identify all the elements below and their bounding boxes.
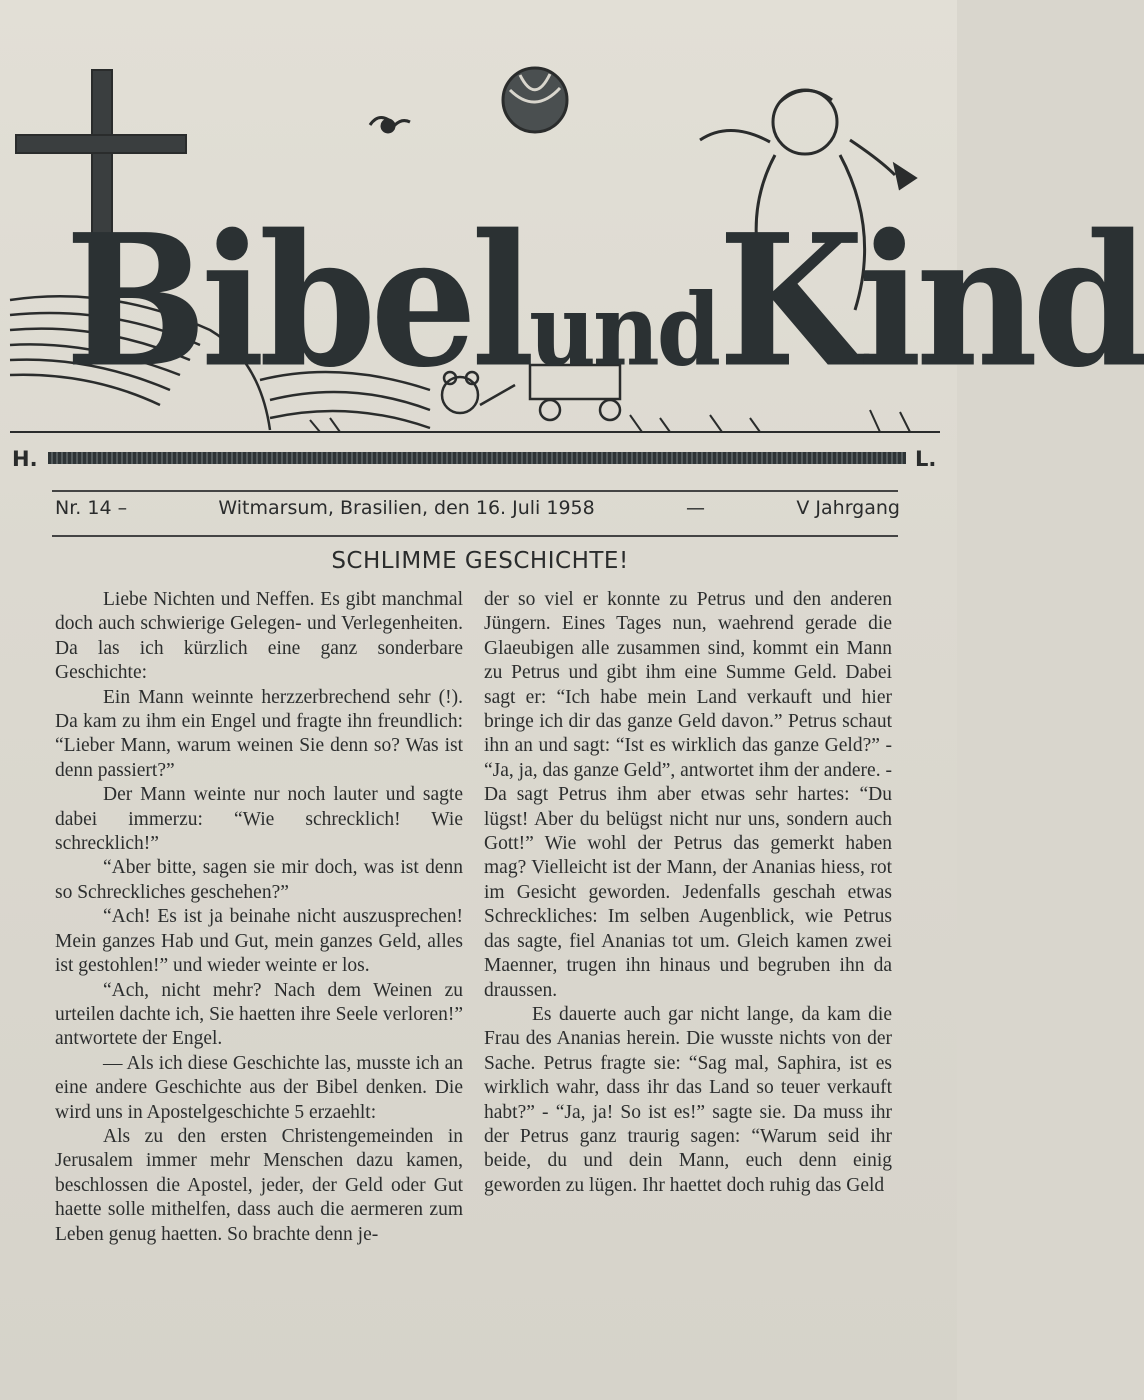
paragraph: “Aber bitte, sagen sie mir doch, was ist denn so Schreckliches geschehen?” <box>55 857 463 903</box>
paragraph: Es dauerte auch gar nicht lange, da kam die Frau des Ananias herein. Die wusste nichts von der Sache. Petrus fragte sie: “Sag mal, Saphira, ist es wirklich wahr, dass ihr das Land so teuer verkauft habt?” - “Ja, ja! So ist es!” sagte sie. Da muss ihr der Petrus ganz traurig sagen: “Warum seid ihr beide, du und dein Mann, euch denn einig geworden zu lügen. Ihr haettet doch ruhig das Geld <box>484 1003 892 1196</box>
issue-number: Nr. 14 – <box>55 497 128 519</box>
paragraph: Liebe Nichten und Neffen. Es gibt manchmal doch auch schwierige Gelegen- und Verlegenheiten. Da las ich kürzlich eine ganz sonderbare Geschichte: <box>55 589 463 684</box>
issue-rule-bottom <box>52 535 898 537</box>
masthead-title-part2: und <box>529 271 719 389</box>
issue-year: V Jahrgang <box>796 497 900 519</box>
paragraph: “Ach, nicht mehr? Nach dem Weinen zu urteilen dachte ich, Sie haetten ihre Seele verloren!” antwortete der Engel. <box>55 979 463 1050</box>
paragraph: der so viel er konnte zu Petrus und den anderen Jüngern. Eines Tages nun, waehrend gerade die Glaeubigen alle zusammen sind, kommt ein Mann zu Petrus und gibt ihm eine Summe Geld. Dabei sagt er: “Ich habe mein Land verkauft und hier bringe ich dir das ganze Geld davon.” Petrus schaut ihn an und sagt: “Ist es wirklich das ganze Geld?” - “Ja, ja, das ganze Geld”, antwortet ihm der andere. - Da sagt Petrus ihm aber etwas sehr hartes: “Du lügst! Aber du belügst nicht nur uns, sondern auch Gott!” Wie wohl der Petrus das gemerkt haben mag? Vielleicht ist der Mann, der Ananias hiess, rot im Gesicht geworden. Jedenfalls geschah etwas Schreckliches: Im selben Augenblick, wie Petrus das sagte, fiel Ananias tot um. Gleich kamen zwei Maenner, trugen ihn hinaus und begruben ihn da draussen. <box>484 589 892 1001</box>
ball-icon <box>503 68 567 132</box>
paragraph: — Als ich diese Geschichte las, musste ich an eine andere Geschichte aus der Bibel denken. Die wird uns in Apostelgeschichte 5 erzaehlt: <box>55 1052 463 1123</box>
issue-rule-top <box>52 490 898 492</box>
masthead-rule <box>48 452 906 464</box>
paragraph: Als zu den ersten Christengemeinden in Jerusalem immer mehr Menschen dazu kamen, beschlossen die Apostel, jeder, der Geld oder Gut haette solle mithelfen, dass auch die aermeren zum Leben genug haetten. So brachte denn je- <box>55 1125 463 1245</box>
issue-place-date: Witmarsum, Brasilien, den 16. Juli 1958 <box>218 497 595 519</box>
masthead-title <box>65 193 1144 437</box>
article-column-left <box>55 588 463 1247</box>
paragraph: Der Mann weinte nur noch lauter und sagte dabei immerzu: “Wie schrecklich! Wie schrecklich!” <box>55 784 463 855</box>
corner-initial-right: L. <box>915 447 937 471</box>
paragraph: “Ach! Es ist ja beinahe nicht auszusprechen! Mein ganzes Hab und Gut, mein ganzes Geld, alles ist gestohlen!” und wieder weinte er los. <box>55 906 463 977</box>
article-column-right <box>484 588 892 1198</box>
masthead-title-part3: Kind <box>718 193 1144 408</box>
issue-line <box>55 497 900 527</box>
article-headline: SCHLIMME GESCHICHTE! <box>331 548 629 574</box>
bird-icon <box>370 118 410 133</box>
corner-initial-left: H. <box>12 447 38 471</box>
masthead-title-part1: Bibel <box>65 193 529 408</box>
masthead <box>10 60 1144 455</box>
issue-dash: — <box>686 497 706 519</box>
paragraph: Ein Mann weinnte herzzerbrechend sehr (!). Da kam zu ihm ein Engel und fragte ihn freundlich: “Lieber Mann, warum weinen Sie denn so? Was ist denn passiert?” <box>55 686 463 781</box>
